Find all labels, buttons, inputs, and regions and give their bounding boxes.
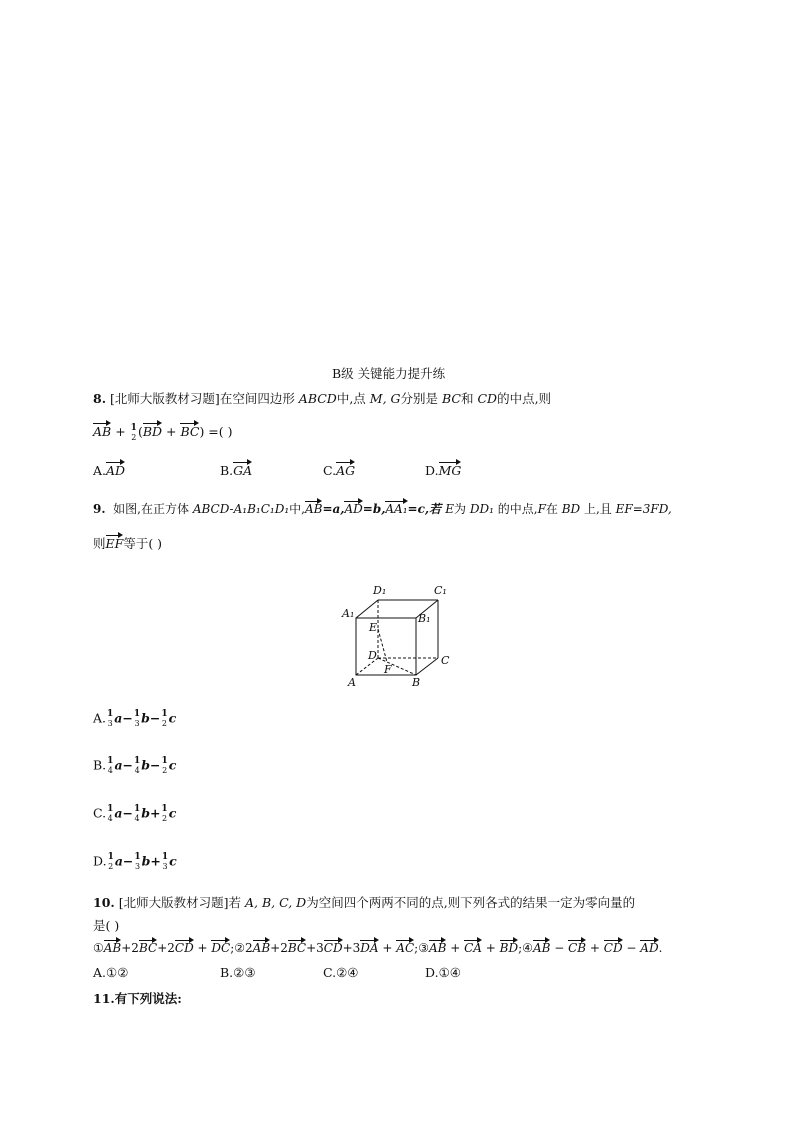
- option-b[interactable]: B.②③: [220, 965, 256, 980]
- section-title: B级 关键能力提升练: [332, 366, 446, 381]
- label-c1: C₁: [434, 584, 447, 597]
- question-9-line2: 则EF等于( ): [93, 536, 163, 551]
- vector: AB: [93, 424, 112, 439]
- vector: BC: [180, 424, 200, 439]
- option-a[interactable]: A. 1 3 a− 1 3 b− 1 2 c: [93, 709, 177, 728]
- question-8-stem: 8. [北师大版教材习题]在空间四边形 ABCD中,点 M, G分别是 BC和 CD的中点,则: [93, 391, 552, 406]
- label-c: C: [441, 654, 450, 667]
- option-b[interactable]: B.GA: [220, 463, 253, 478]
- question-number: 8.: [93, 391, 107, 406]
- option-a[interactable]: A.AD: [93, 463, 126, 478]
- cube-hidden-segment-ef: [378, 629, 387, 662]
- question-10-expressions: ①AB+2BC+2CD + DC;②2AB+2BC+3CD+3DA + AC;③AB + CA + BD;④AB − CB + CD − AD.: [93, 941, 663, 955]
- vector: BD: [142, 424, 163, 439]
- question-10-line2: 是( ): [93, 918, 120, 933]
- question-9-stem: 9. 如图,在正方体 ABCD-A₁B₁C₁D₁中,AB=a,AD=b,AA₁=c,若 E为 DD₁ 的中点,F在 BD 上,且 EF=3FD,: [93, 502, 672, 516]
- label-b1: B₁: [418, 612, 431, 625]
- cube-edge-a1d1: [356, 600, 378, 618]
- option-b[interactable]: B. 1 4 a− 1 4 b− 1 2 c: [93, 756, 177, 775]
- question-10-stem: 10. [北师大版教材习题]若 A, B, C, D为空间四个两两不同的点,则下列各式的结果一定为零向量的: [93, 895, 636, 910]
- question-8-expression: AB + 1 2 (BD + BC) =( ): [93, 422, 233, 442]
- cube-edge-bc: [416, 658, 438, 675]
- question-source: [北师大版教材习题]: [110, 391, 220, 406]
- label-b: B: [412, 676, 421, 689]
- option-c[interactable]: C.AG: [323, 463, 356, 478]
- label-a: A: [348, 676, 356, 689]
- label-a1: A₁: [342, 607, 355, 620]
- label-d: D: [368, 649, 377, 662]
- label-e: E: [369, 621, 378, 634]
- question-11-stem: 11.有下列说法:: [93, 991, 182, 1006]
- option-d[interactable]: D. 1 2 a− 1 3 b+ 1 3 c: [93, 852, 177, 871]
- cube-figure: [336, 582, 466, 692]
- option-c[interactable]: C. 1 4 a− 1 4 b+ 1 2 c: [93, 804, 177, 823]
- label-d1: D₁: [373, 584, 387, 597]
- fraction: 1 2: [130, 422, 137, 442]
- option-d[interactable]: D.①④: [425, 965, 461, 980]
- option-a[interactable]: A.①②: [93, 965, 129, 980]
- option-c[interactable]: C.②④: [323, 965, 359, 980]
- option-d[interactable]: D.MG: [425, 463, 462, 478]
- label-f: F: [384, 663, 392, 676]
